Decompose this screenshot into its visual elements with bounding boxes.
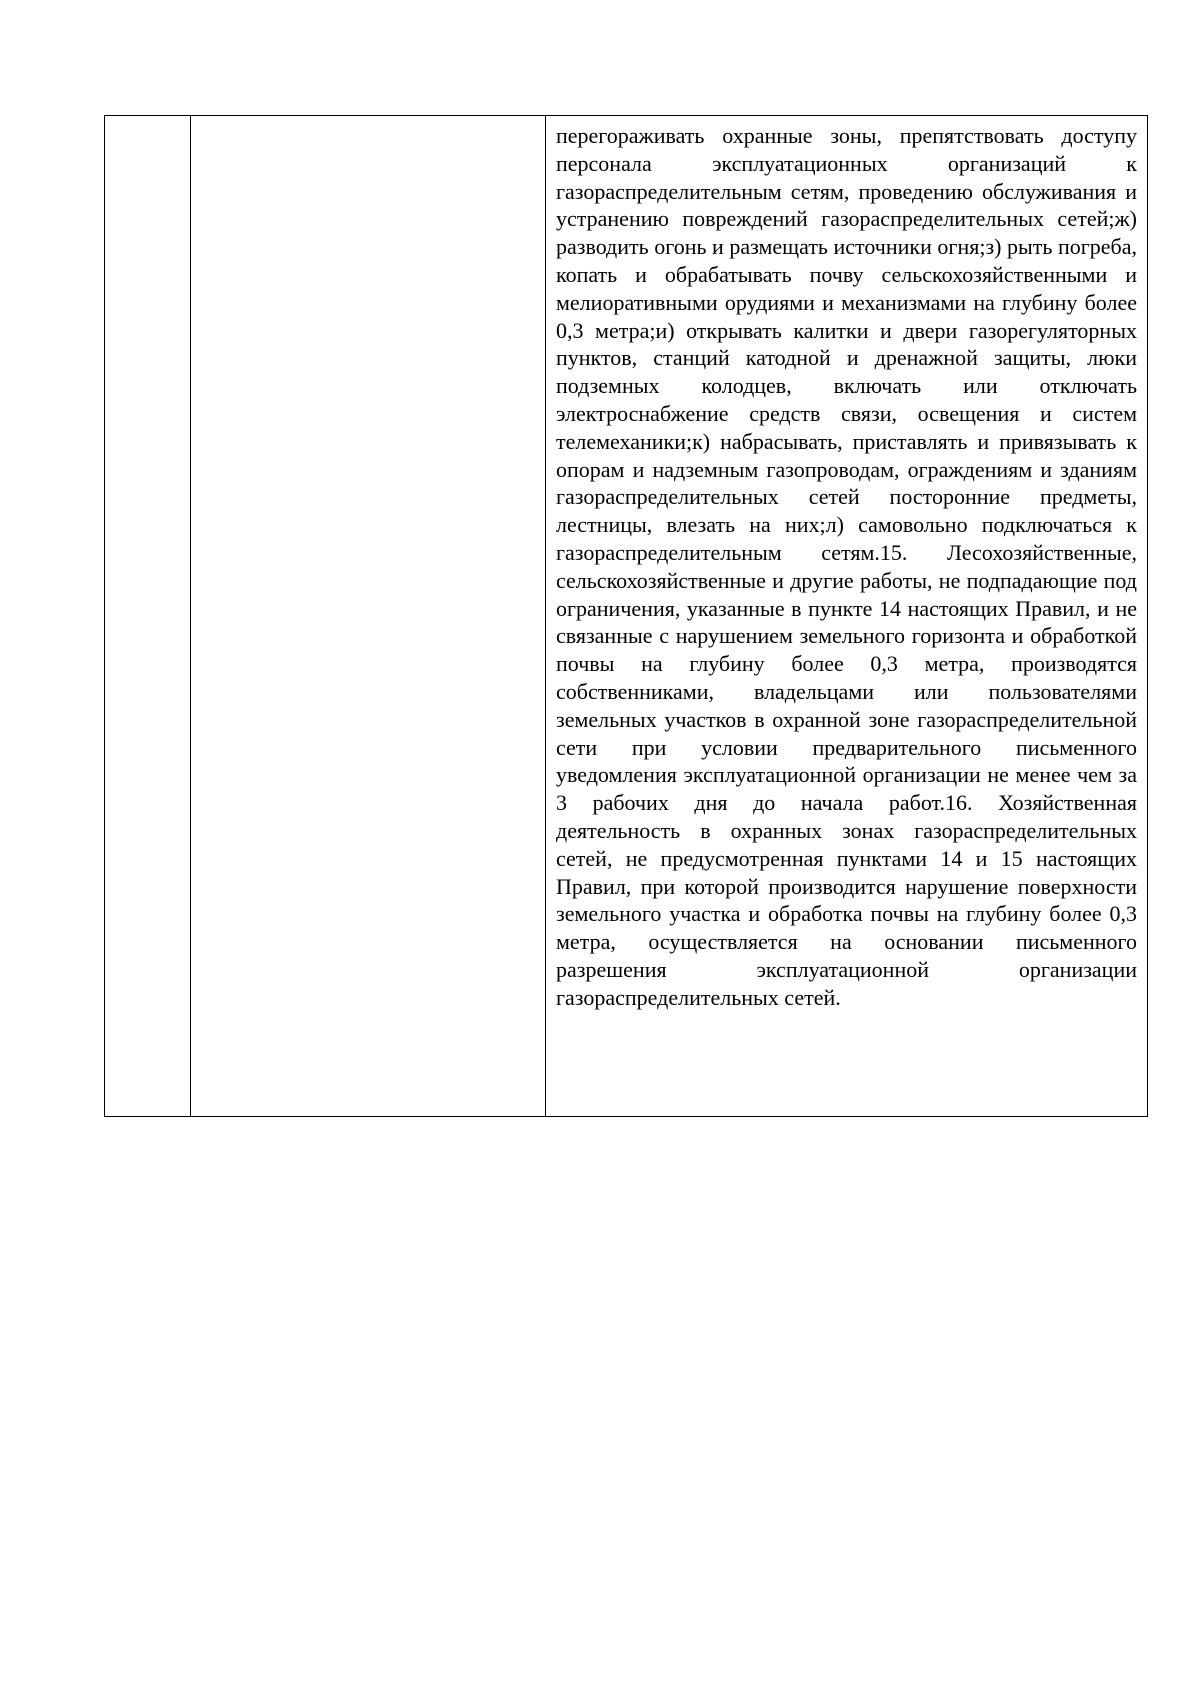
number-cell: [105, 116, 191, 1117]
name-cell: [191, 116, 546, 1117]
document-table: [104, 115, 1148, 1117]
text-cell-content: перегораживать охранные зоны, препятствовать доступу персонала эксплуатационных организаций к газораспределительным сетям, проведению обслуживания и устранению повреждений газораспределительных сетей;ж) разводить огонь и размещать источники огня;з) рыть погреба, копать и обрабатывать почву сельскохозяйственными и мелиоративными орудиями и механизмами на глубину более 0,3 метра;и) открывать калитки и двери газорегуляторных пунктов, станций катодной и дренажной защиты, люки подземных колодцев, включать или отключать электроснабжение средств связи, освещения и систем телемеханики;к) набрасывать, приставлять и привязывать к опорам и надземным газопроводам, ограждениям и зданиям газораспределительных сетей посторонние предметы, лестницы, влезать на них;л) самовольно подключаться к газораспределительным сетям.15. Лесохозяйственные, сельскохозяйственные и другие работы, не подпадающие под ограничения, указанные в пункте 14 настоящих Правил, и не связанные с нарушением земельного горизонта и обработкой почвы на глубину более 0,3 метра, производятся собственниками, владельцами или пользователями земельных участков в охранной зоне газораспределительной сети при условии предварительного письменного уведомления эксплуатационной организации не менее чем за 3 рабочих дня до начала работ.16. Хозяйственная деятельность в охранных зонах газораспределительных сетей, не предусмотренная пунктами 14 и 15 настоящих Правил, при которой производится нарушение поверхности земельного участка и обработка почвы на глубину более 0,3 метра, осуществляется на основании письменного разрешения эксплуатационной организации газораспределительных сетей.: [556, 123, 1137, 1010]
table-row: [105, 116, 1148, 1117]
text-cell: [546, 116, 1148, 1117]
